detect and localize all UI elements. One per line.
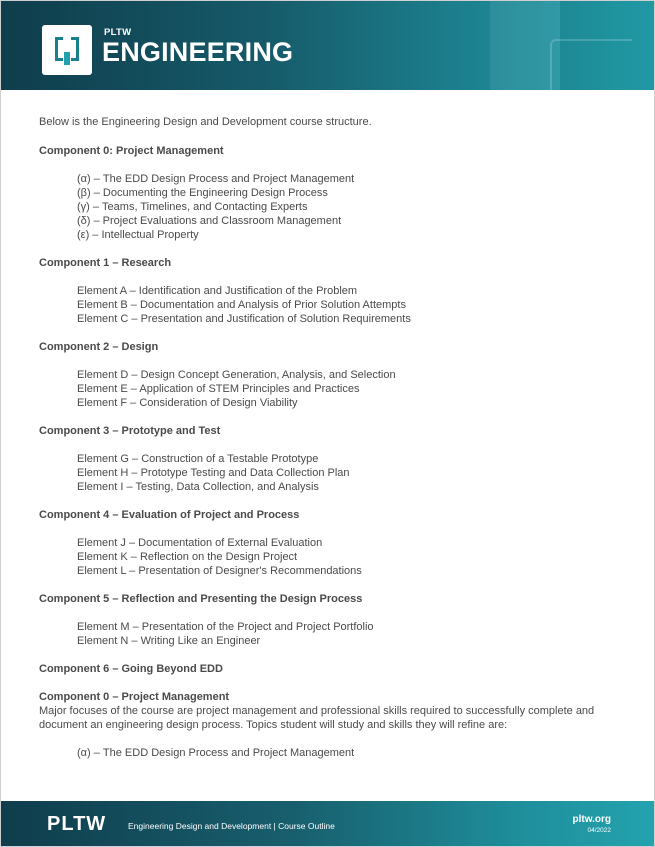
intro-text: Below is the Engineering Design and Development course structure. bbox=[39, 116, 372, 128]
list-item: (α) – The EDD Design Process and Project Management bbox=[77, 173, 355, 185]
list-item: Element C – Presentation and Justification of Solution Requirements bbox=[77, 313, 411, 325]
list-item: Element L – Presentation of Designer's Recommendations bbox=[77, 565, 362, 577]
detail-paragraph: Major focuses of the course are project management and professional skills required to successfully complete and document an engineering design process. Topics student will study and skills they will refine are: bbox=[39, 705, 595, 731]
header-decoration bbox=[550, 39, 632, 90]
component-title: Component 5 – Reflection and Presenting the Design Process bbox=[39, 593, 363, 605]
element-list bbox=[77, 536, 629, 578]
pltw-logo-icon bbox=[42, 25, 92, 75]
document-body bbox=[39, 115, 629, 774]
element-list bbox=[77, 284, 629, 326]
component-title: Component 1 – Research bbox=[39, 257, 172, 269]
list-item: (ε) – Intellectual Property bbox=[77, 229, 199, 241]
page-footer bbox=[1, 801, 654, 846]
list-item: (γ) – Teams, Timelines, and Contacting Experts bbox=[77, 201, 308, 213]
element-list bbox=[77, 368, 629, 410]
brand-small: PLTW bbox=[104, 27, 132, 38]
footer-logo: PLTW bbox=[47, 813, 107, 835]
detail-title: Component 0 – Project Management bbox=[39, 691, 230, 703]
list-item: Element K – Reflection on the Design Project bbox=[77, 551, 298, 563]
component-title: Component 3 – Prototype and Test bbox=[39, 425, 221, 437]
element-list bbox=[77, 746, 629, 760]
element-list bbox=[77, 620, 629, 648]
list-item: Element H – Prototype Testing and Data Collection Plan bbox=[77, 467, 350, 479]
element-list bbox=[77, 172, 629, 242]
list-item: Element B – Documentation and Analysis of Prior Solution Attempts bbox=[77, 299, 406, 311]
list-item: Element D – Design Concept Generation, Analysis, and Selection bbox=[77, 369, 396, 381]
list-item: Element J – Documentation of External Evaluation bbox=[77, 537, 323, 549]
component-title: Component 0: Project Management bbox=[39, 145, 224, 157]
list-item: (β) – Documenting the Engineering Design Process bbox=[77, 187, 328, 199]
list-item: Element I – Testing, Data Collection, and Analysis bbox=[77, 481, 319, 493]
component-title: Component 2 – Design bbox=[39, 341, 159, 353]
component-title: Component 6 – Going Beyond EDD bbox=[39, 663, 223, 675]
page-header bbox=[1, 1, 654, 90]
list-item: Element N – Writing Like an Engineer bbox=[77, 635, 261, 647]
footer-date: 04/2022 bbox=[587, 827, 611, 834]
footer-url[interactable]: pltw.org bbox=[572, 814, 611, 825]
list-item: Element G – Construction of a Testable Prototype bbox=[77, 453, 319, 465]
list-item: Element A – Identification and Justification of the Problem bbox=[77, 285, 358, 297]
list-item: Element M – Presentation of the Project and Project Portfolio bbox=[77, 621, 374, 633]
list-item: Element E – Application of STEM Principles and Practices bbox=[77, 383, 360, 395]
component-title: Component 4 – Evaluation of Project and Process bbox=[39, 509, 300, 521]
footer-course-title: Engineering Design and Development | Course Outline bbox=[128, 821, 335, 831]
list-item: Element F – Consideration of Design Viability bbox=[77, 397, 298, 409]
brand-large: ENGINEERING bbox=[102, 37, 294, 67]
list-item: (δ) – Project Evaluations and Classroom Management bbox=[77, 215, 342, 227]
element-list bbox=[77, 452, 629, 494]
list-item: (α) – The EDD Design Process and Project Management bbox=[77, 747, 355, 759]
